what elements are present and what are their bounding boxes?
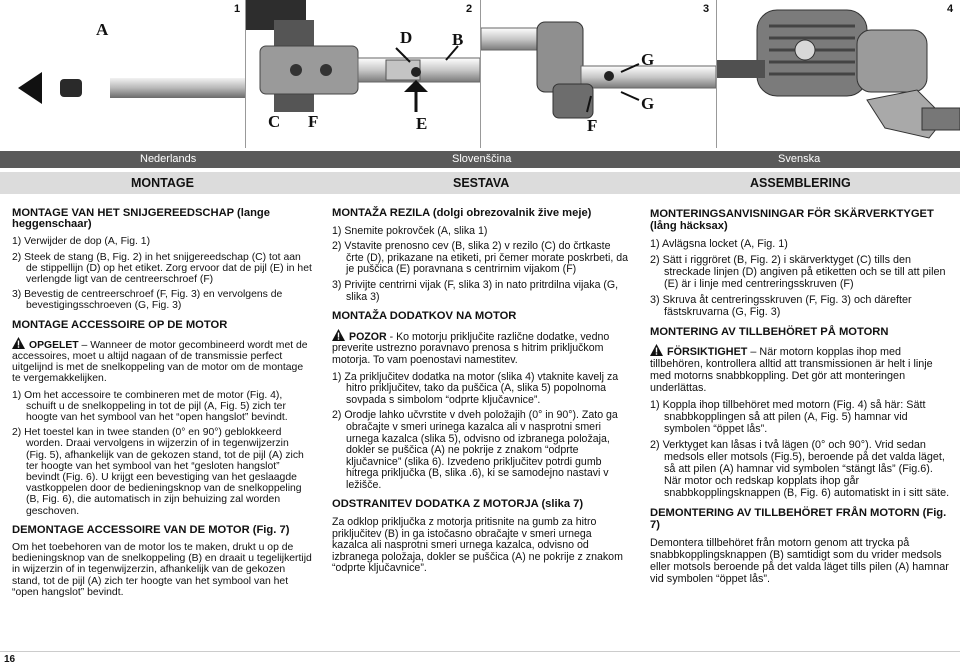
section-title-dutch: MONTAGE [131,176,194,190]
column-dutch [12,208,312,603]
column-swedish [650,208,950,590]
step-3: 3) Privijte centrirni vijak (F, slika 3) in nato pritrdilna vijaka (G, slika 3) [332,278,619,303]
figure-1-number: 1 [234,3,241,15]
language-bar [0,151,960,168]
heading-accessory-mounting: MONTERING AV TILLBEHÖRET PÅ MOTORN [650,326,889,338]
step-2: 2) Het toestel kan in twee standen (0° en 90°) geblokkeerd worden. Draai vervolgens in wijzerzin of in tegenwijzerzin (Fig. 5), afhankelijk van de gekozen stand, tot de pijl (A) zich ter hoogte van het symbool van het “gesloten hangslot” bevindt (Fig. 6). U krijgt een bevestiging van het geslaagde vastkoppelen door de bedieningsknop van de snelkoppeling (B, Fig. 6), die automatisch in zijn behuizing zal worden geschoven. [12,427,304,517]
step-1: 1) Za priključitev dodatka na motor (slika 4) vtaknite kavelj za hitro priključitev, tako da puščica (A, slika 5) popolnoma sovpada s simbolom “odprte ključavnice”. [332,370,619,406]
warning-icon [650,344,663,356]
figure-3-illustration [481,0,716,148]
figure-2-number: 2 [466,3,473,15]
step-1: 1) Om het accessoire te combineren met de motor (Fig. 4), schuift u de snelkoppeling in tot de pijl (A, Fig. 5) zich ter hoogte van het symbool van het “open hangslot” bevindt. [12,389,288,424]
figure-3 [481,0,717,148]
steps-cutting-tool [650,238,950,318]
step-2: 2) Verktyget kan låsas i två lägen (0° och 90°). Vrid sedan medsols eller motsols (Fig.5), beroende på det valda läget, så att pilen (A) hamnar vid symbolen “stängt lås” (Fig.6). När motor och redskap kopplats ihop går snabbkopplingsknappen (B, Fig. 6) automatiskt in i sitt säte. [650,439,950,499]
figure-4-number: 4 [947,3,954,15]
warning-icon [332,329,345,341]
figure-2-illustration [246,0,480,148]
figure-strip [0,0,960,148]
label-a: A [96,20,109,39]
language-slovenian: Slovenščina [452,153,512,165]
figure-1 [0,0,246,148]
step-1: 1) Snemite pokrovček (A, slika 1) [332,224,488,237]
label-f: F [587,116,598,135]
warning-icon [12,337,25,349]
step-1: 1) Koppla ihop tillbehöret med motorn (Fig. 4) så här: Sätt snabbkopplingen så att pilen (A, Fig. 5) hamnar vid symbolen “öppet lås”. [650,399,926,435]
warning-note [332,329,630,367]
warning-text: - Ko motorju priključite različne dodatke, vedno preverite ustrezno poravnavo prenosa s hitrim priključkom motorja. To vam poenostavi namestitev. [332,330,610,366]
removal-text: Za odklop priključka z motorja pritisnite na gumb za hitro priključitev (B) in ga istočasno obračajte v smeri urnega kazalca ali nasprotni smeri urnega kazalca, odvisno od izbranega položaja, dokler se puščica (A) ne pokrije z znakom “odprte ključavnice”. [332,516,623,575]
label-f: F [308,112,319,131]
steps-accessory [12,390,312,517]
page-number: 16 [4,654,16,665]
label-c: C [268,112,281,131]
warning-text: – När motorn kopplas ihop med tillbehören, kontrollera alltid att transmissionen är helt i linje med motorns snabbkoppling. Det gör att monteringen underlättas. [650,346,933,394]
column-slovenian [332,208,630,580]
step-2: 2) Sätt i riggröret (B, Fig. 2) i skärverktyget (C) tills den streckade linjen (D) angiven på etiketten och se till att pilen (E) är i linje med centreringsskruven (F) [650,254,946,290]
section-title-slovenian: SESTAVA [453,176,510,190]
warning-note [12,337,312,385]
figure-3-number: 3 [703,3,710,15]
heading-accessory-mounting: MONTAŽA DODATKOV NA MOTOR [332,310,517,323]
steps-accessory [650,399,950,499]
label-d: D [400,28,413,47]
heading-accessory-removal: DEMONTAGE ACCESSOIRE VAN DE MOTOR (Fig. 7) [12,523,290,536]
steps-cutting-tool [12,236,312,311]
steps-accessory [332,372,630,492]
section-title-swedish: ASSEMBLERING [750,176,851,190]
step-1: 1) Avlägsna locket (A, Fig. 1) [650,238,788,250]
figure-4 [717,0,960,148]
warning-note [650,344,950,394]
label-g-bottom: G [641,94,655,113]
heading-accessory-removal: DEMONTERING AV TILLBEHÖRET FRÅN MOTORN (Fig. 7) [650,507,947,531]
figure-1-illustration [0,0,245,148]
heading-cutting-tool-assembly: MONTAŽA REZILA (dolgi obrezovalnik žive meje) [332,207,592,219]
figure-4-illustration [717,0,960,148]
step-2: 2) Steek de stang (B, Fig. 2) in het snijgereedschap (C) tot aan de stippellijn (D) op het etiket. Zorg ervoor dat de pijl (E) in het verlengde ligt van de centreerschroef (F) [12,251,312,286]
label-e: E [416,114,428,133]
removal-text: Demontera tillbehöret från motorn genom att trycka på snabbkopplingsknappen (B) samtidigt som du vrider medsols eller motsols beroende på det valda läget tills pilen (A) hamnar vid symbolen “öppet lås”. [650,537,949,585]
removal-text: Om het toebehoren van de motor los te maken, drukt u op de bedieningsknop van de snelkoppeling (B) en draait u tegelijkertijd in wijzerzin of in tegenwijzerzin, afhankelijk van de gekozen stand, tot de pijl (A) zich ter hoogte van het symbool van het “open hangslot” bevindt. [12,542,312,598]
section-title-bar [0,172,960,194]
language-dutch: Nederlands [140,153,197,165]
steps-cutting-tool [332,226,630,304]
step-3: 3) Bevestig de centreerschroef (F, Fig. 3) en vervolgens de bevestigingsschroeven (G, Fig. 3) [12,289,283,312]
warning-title: POZOR [349,330,387,343]
language-swedish: Svenska [778,153,821,165]
warning-title: OPGELET [29,339,79,351]
heading-cutting-tool-assembly: MONTERINGSANVISNINGAR FÖR SKÄRVERKTYGET (lång häcksax) [650,208,934,232]
footer-divider [0,651,960,652]
heading-accessory-removal: ODSTRANITEV DODATKA Z MOTORJA (slika 7) [332,498,584,511]
figure-2 [246,0,481,148]
heading-cutting-tool-assembly: MONTAGE VAN HET SNIJGEREEDSCHAP (lange heggenschaar) [12,207,270,231]
step-1: 1) Verwijder de dop (A, Fig. 1) [12,236,151,248]
step-3: 3) Skruva åt centreringsskruven (F, Fig. 3) och därefter fästskruvarna (G, Fig. 3) [650,294,912,318]
label-b: B [452,30,464,49]
step-2: 2) Orodje lahko učvrstite v dveh položajih (0° in 90°). Zato ga obračajte v smeri urinega kazalca ali v nasprotni smeri urnega kazalca (slika 5), odvisno od izbranega položaja, dokler se puščica (A) ne pokrije z znakom “odprte ključavnice” (slika 6). Izvedeno priključitev potrdi gumb hitrega priključka (B, slika .6), ki se samodejno nastavi v ležišče. [332,409,618,491]
warning-title: FÖRSIKTIGHET [667,346,748,358]
warning-text: – Wanneer de motor gecombineerd wordt met de accessoires, moet u altijd nagaan of de transmissie perfect uitgelijnd is met de snelkoppeling van de motor om de montage te vergemakkelijken. [12,339,308,385]
heading-accessory-mounting: MONTAGE ACCESSOIRE OP DE MOTOR [12,318,228,331]
label-g-top: G [641,50,655,69]
step-2: 2) Vstavite prenosno cev (B, slika 2) v rezilo (C) do črtkaste črte (D), prikazane na etiketi, pri čemer morate poskrbeti, da je puščica (E) poravnana s centrirnim vijakom (F) [332,240,629,276]
